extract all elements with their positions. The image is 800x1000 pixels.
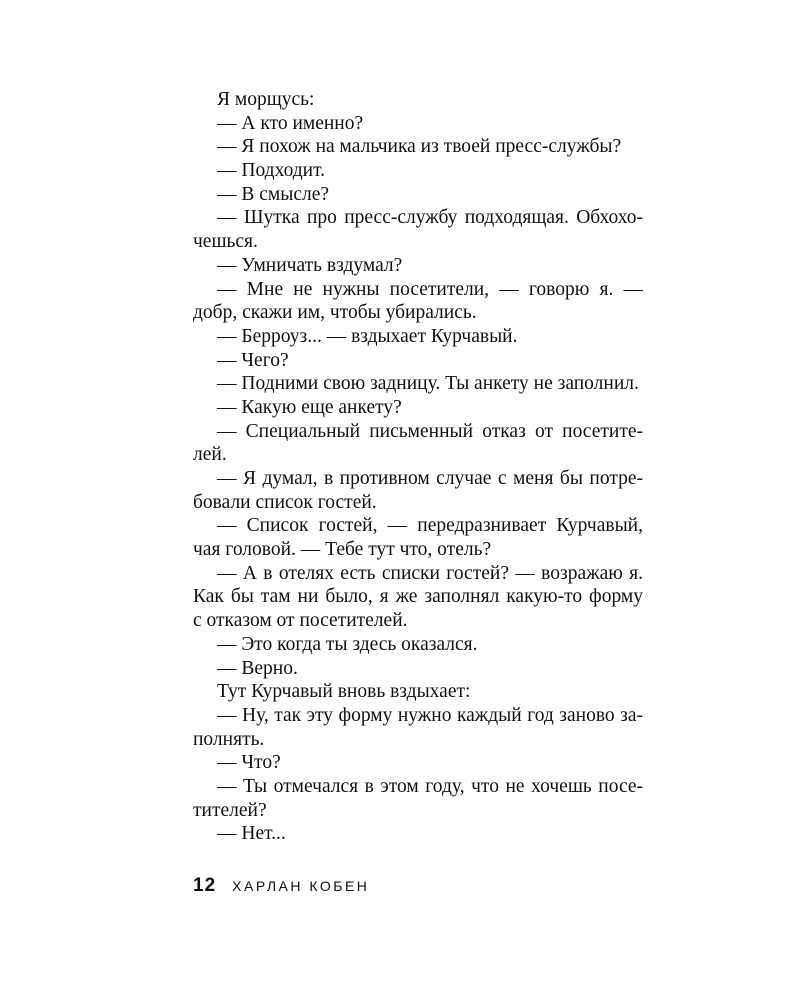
text-line: — Я похож на мальчика из твоей пресс-службы? <box>217 136 622 158</box>
text-line: — Список гостей, — передразнивает Курчавый, <box>217 515 643 537</box>
page-footer <box>193 875 369 897</box>
text-line: Как бы там ни было, я же заполнял какую-то форму <box>193 586 643 608</box>
text-line: чешься. <box>193 231 258 253</box>
text-line: — Это когда ты здесь оказался. <box>217 633 478 655</box>
text-line: — Я думал, в противном случае с меня бы потре- <box>217 468 643 489</box>
text-line: — Что? <box>217 752 281 774</box>
text-line: — Нет... <box>217 823 286 845</box>
page-number: 12 <box>193 875 217 896</box>
text-line: — Берроуз... — вздыхает Курчавый. <box>217 325 518 347</box>
text-line: — Шутка про пресс-службу подходящая. Обхохо- <box>217 207 643 229</box>
text-line: — А в отелях есть списки гостей? — возражаю я. <box>217 562 643 584</box>
text-line: с отказом от посетителей. <box>193 610 408 632</box>
text-line: полнять. <box>193 728 265 750</box>
text-line: тителей? <box>193 799 267 821</box>
text-line: — Подними свою задницу. Ты анкету не заполнил. <box>217 373 639 395</box>
text-line: — В смысле? <box>217 183 330 205</box>
text-line: чая головой. — Тебе тут что, отель? <box>193 539 492 561</box>
text-line: Я морщусь: <box>217 89 315 110</box>
text-line: — Ты отмечался в этом году, что не хочешь посе- <box>217 775 643 797</box>
text-line: — Ну, так эту форму нужно каждый год заново за- <box>217 704 643 726</box>
running-head: ХАРЛАН КОБЕН <box>232 878 370 894</box>
text-line: — А кто именно? <box>217 112 364 134</box>
text-line: — Подходит. <box>217 160 326 182</box>
text-line: добр, скажи им, чтобы убирались. <box>193 302 477 324</box>
body-text <box>193 88 643 846</box>
text-line: — Умничать вздумал? <box>217 254 403 276</box>
text-line: бовали список гостей. <box>193 491 377 513</box>
text-line: лей. <box>193 444 227 466</box>
text-line: — Чего? <box>217 349 289 371</box>
text-line: — Специальный письменный отказ от посетите- <box>217 420 643 442</box>
text-line: — Верно. <box>217 657 298 679</box>
text-line: Тут Курчавый вновь вздыхает: <box>217 681 471 703</box>
text-line: — Мне не нужны посетители, — говорю я. — <box>217 278 643 300</box>
text-line: — Какую еще анкету? <box>217 396 402 418</box>
